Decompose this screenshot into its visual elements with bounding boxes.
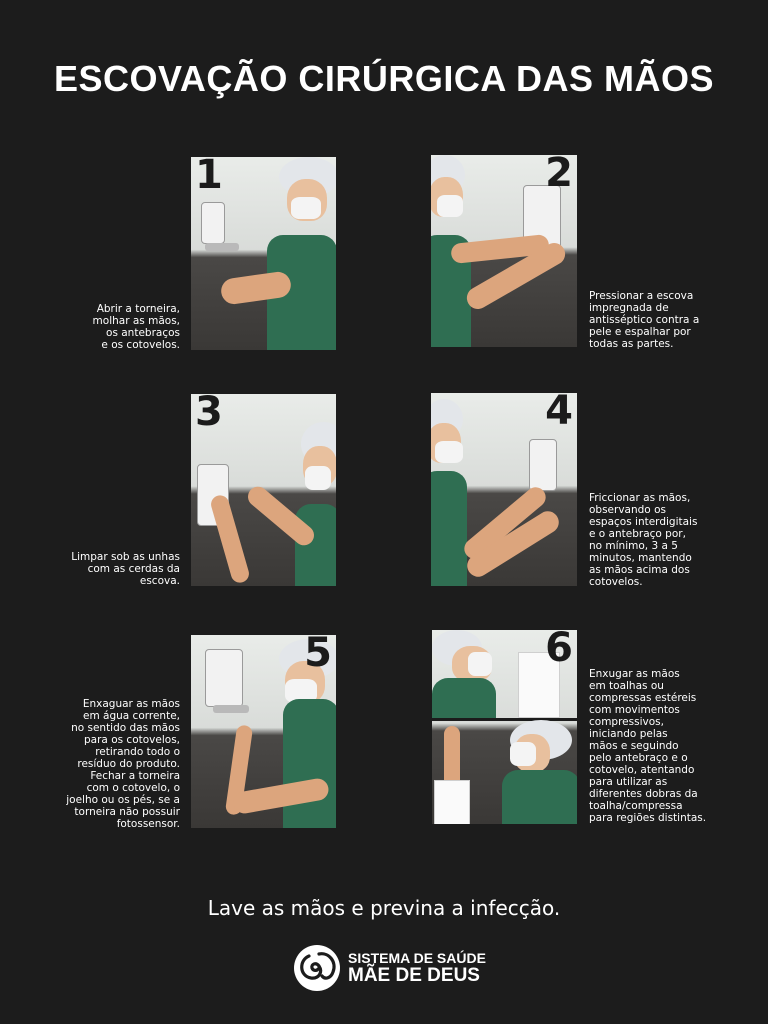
- step-3-text: Limpar sob as unhas com as cerdas da escova.: [71, 551, 180, 587]
- slogan: Lave as mãos e previna a infecção.: [207, 896, 561, 920]
- dispenser-icon: [529, 439, 557, 491]
- step-5-photo: [191, 635, 336, 828]
- step-5-text: Enxaguar as mãos em água corrente, no sentido das mãos para os cotovelos, retirando todo o resíduo do produto. Fechar a torneira com o cotovelo, o joelho ou os pés, se a torneira não possuir fotossensor.: [66, 698, 180, 830]
- step-6-text: Enxugar as mãos em toalhas ou compressas estéreis com movimentos compressivos, iniciando pelas mãos e seguindo pelo antebraço e o cotovelo, atentando para utilizar as diferentes dobras da toalha/compressa para regiões distintas.: [589, 668, 707, 824]
- mae-de-deus-logo-icon: [289, 938, 345, 994]
- step-2-number: 2: [545, 155, 573, 196]
- logo-text-bottom: MÃE DE DEUS: [348, 965, 480, 986]
- brand-logo: [289, 938, 489, 994]
- step-1-number: 1: [195, 157, 223, 198]
- step-2-text: Pressionar a escova impregnada de antisséptico contra a pele e espalhar por todas as partes.: [589, 290, 700, 350]
- step-1-photo: [191, 157, 336, 350]
- dispenser-icon: [201, 202, 225, 244]
- step-1-text: Abrir a torneira, molhar as mãos, os antebraços e os cotovelos.: [92, 303, 180, 351]
- step-5-number: 5: [304, 635, 332, 676]
- page-title: ESCOVAÇÃO CIRÚRGICA DAS MÃOS: [53, 58, 715, 99]
- step-4-number: 4: [545, 393, 573, 434]
- step-4-photo: [431, 393, 577, 586]
- step-3-number: 3: [195, 394, 223, 435]
- towel-icon: [434, 780, 470, 824]
- faucet-icon: [205, 243, 239, 251]
- step-3-photo: [191, 394, 336, 586]
- step-4-text: Friccionar as mãos, observando os espaços interdigitais e o antebraço por, no mínimo, 3 a 5 minutos, mantendo as mãos acima dos cotovelos.: [589, 492, 698, 588]
- step-6-number: 6: [545, 630, 573, 671]
- logo-text-top: SISTEMA DE SAÚDE: [348, 950, 486, 966]
- step-6-photo: [432, 630, 577, 824]
- step-2-photo: [431, 155, 577, 347]
- faucet-icon: [213, 705, 249, 713]
- dispenser-icon: [205, 649, 243, 707]
